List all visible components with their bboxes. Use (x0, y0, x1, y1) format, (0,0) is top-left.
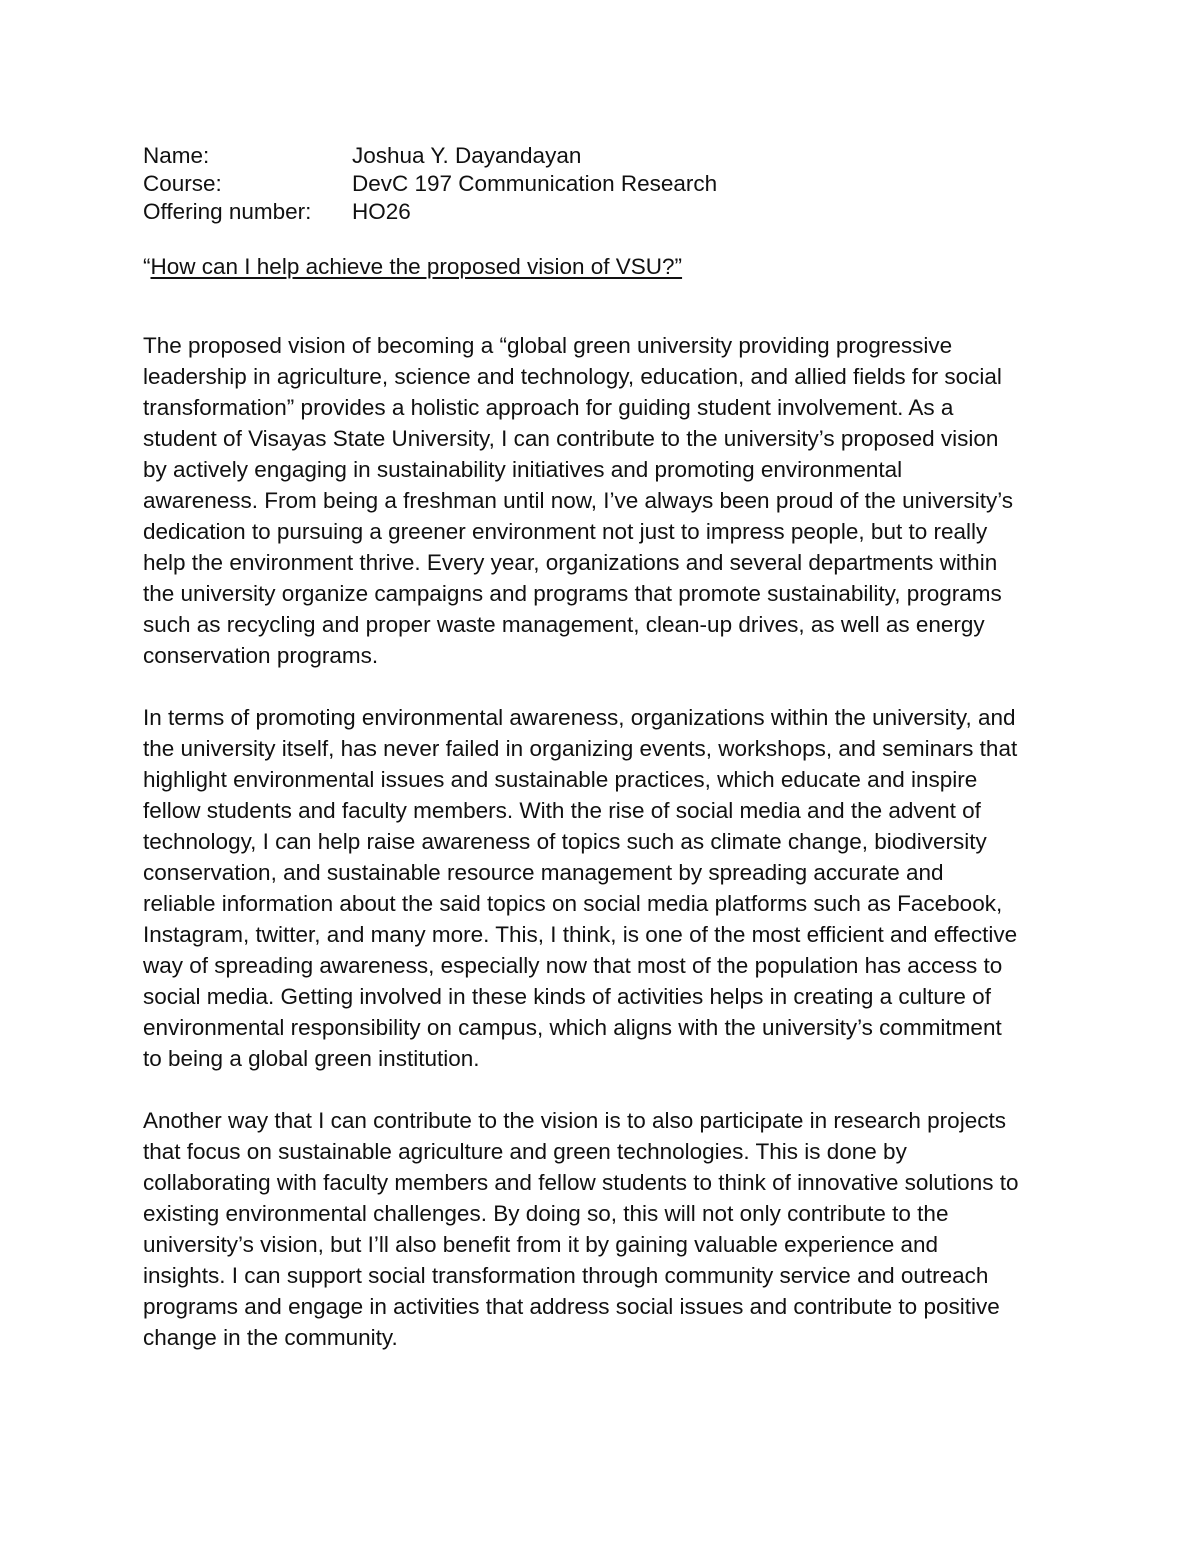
paragraph-line: highlight environmental issues and sustainable practices, which educate and inspire (143, 767, 978, 792)
question-open-quote: “ (143, 254, 151, 279)
header-row-course (143, 170, 1063, 198)
paragraph-line: by actively engaging in sustainability initiatives and promoting environmental (143, 457, 903, 482)
paragraph-line: the university organize campaigns and programs that promote sustainability, programs (143, 581, 1002, 606)
paragraph-line: such as recycling and proper waste management, clean-up drives, as well as energy (143, 612, 985, 637)
course-value: DevC 197 Communication Research (352, 171, 718, 196)
paragraph-line: In terms of promoting environmental awareness, organizations within the university, and (143, 705, 1016, 730)
paragraph-3 (143, 1105, 1073, 1353)
paragraph-line: The proposed vision of becoming a “global green university providing progressive (143, 333, 953, 358)
paragraph-line: existing environmental challenges. By doing so, this will not only contribute to the (143, 1201, 949, 1226)
paragraph-line: dedication to pursuing a greener environment not just to impress people, but to really (143, 519, 988, 544)
paragraph-2 (143, 702, 1073, 1074)
paragraph-line: that focus on sustainable agriculture and green technologies. This is done by (143, 1139, 907, 1164)
paragraph-line: way of spreading awareness, especially now that most of the population has access to (143, 953, 1003, 978)
paragraph-line: help the environment thrive. Every year, organizations and several departments within (143, 550, 998, 575)
paragraph-1 (143, 330, 1073, 671)
paragraph-line: university’s vision, but I’ll also benefit from it by gaining valuable experience and (143, 1232, 939, 1257)
paragraph-line: fellow students and faculty members. With the rise of social media and the advent of (143, 798, 981, 823)
name-label: Name: (143, 143, 210, 168)
paragraph-line: awareness. From being a freshman until now, I’ve always been proud of the university’s (143, 488, 1014, 513)
paragraph-line: transformation” provides a holistic approach for guiding student involvement. As a (143, 395, 954, 420)
paragraph-line: social media. Getting involved in these kinds of activities helps in creating a culture of (143, 984, 991, 1009)
question-text: How can I help achieve the proposed vision of VSU?” (150, 254, 683, 279)
paragraph-line: conservation programs. (143, 643, 379, 668)
offering-value: HO26 (352, 199, 411, 224)
essay-body (143, 330, 1073, 1384)
paragraph-line: programs and engage in activities that address social issues and contribute to positive (143, 1294, 1000, 1319)
paragraph-line: reliable information about the said topics on social media platforms such as Facebook, (143, 891, 1003, 916)
paragraph-line: environmental responsibility on campus, which aligns with the university’s commitment (143, 1015, 1002, 1040)
paragraph-line: Another way that I can contribute to the vision is to also participate in research projects (143, 1108, 1006, 1133)
paragraph-line: student of Visayas State University, I can contribute to the university’s proposed vision (143, 426, 999, 451)
paragraph-line: the university itself, has never failed in organizing events, workshops, and seminars that (143, 736, 1018, 761)
offering-label: Offering number: (143, 199, 312, 224)
paragraph-line: technology, I can help raise awareness of topics such as climate change, biodiversity (143, 829, 987, 854)
paragraph-line: leadership in agriculture, science and technology, education, and allied fields for social (143, 364, 1002, 389)
paragraph-line: insights. I can support social transformation through community service and outreach (143, 1263, 989, 1288)
header-row-name (143, 142, 1063, 170)
paragraph-line: to being a global green institution. (143, 1046, 480, 1071)
paragraph-line: change in the community. (143, 1325, 398, 1350)
paragraph-line: collaborating with faculty members and fellow students to think of innovative solutions to (143, 1170, 1019, 1195)
course-label: Course: (143, 171, 222, 196)
paragraph-line: conservation, and sustainable resource management by spreading accurate and (143, 860, 944, 885)
header-row-offering (143, 198, 1063, 226)
document-header (143, 142, 1063, 226)
essay-question (143, 252, 682, 282)
paragraph-line: Instagram, twitter, and many more. This, I think, is one of the most efficient and effective (143, 922, 1018, 947)
name-value: Joshua Y. Dayandayan (352, 143, 582, 168)
